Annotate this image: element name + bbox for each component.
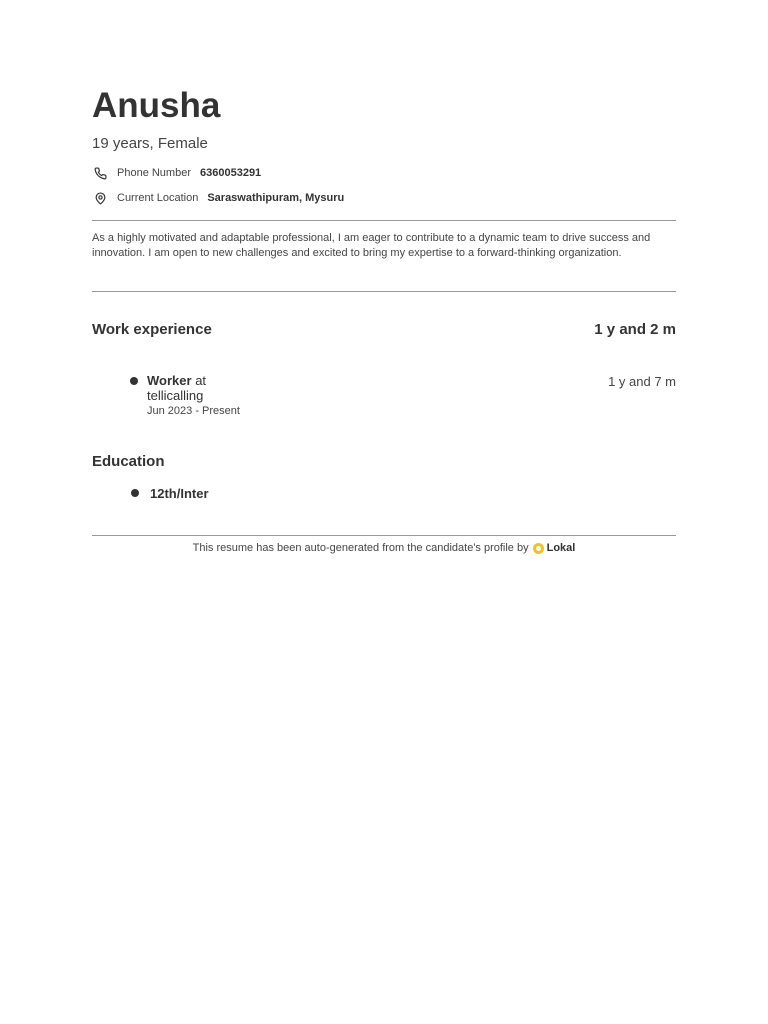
job-at: at bbox=[195, 373, 207, 388]
location-row bbox=[92, 190, 344, 206]
education-bullet bbox=[131, 489, 139, 497]
phone-icon bbox=[92, 165, 108, 181]
job-duration: 1 y and 7 m bbox=[608, 374, 676, 389]
location-label: Current Location bbox=[117, 192, 199, 204]
footer-text: This resume has been auto-generated from the candidate's profile by bbox=[192, 542, 529, 554]
lokal-logo-icon bbox=[533, 543, 544, 554]
candidate-name: Anusha bbox=[92, 86, 221, 125]
divider-footer bbox=[92, 535, 676, 536]
job-company: tellicalling bbox=[147, 388, 204, 403]
footer bbox=[92, 542, 676, 554]
phone-value: 6360053291 bbox=[200, 167, 262, 179]
work-experience-total: 1 y and 2 m bbox=[594, 321, 676, 338]
job-bullet bbox=[130, 377, 138, 385]
job-entry bbox=[147, 373, 277, 403]
divider-top bbox=[92, 220, 676, 221]
job-role: Worker bbox=[147, 373, 192, 388]
location-pin-icon bbox=[92, 190, 108, 206]
candidate-age-gender: 19 years, Female bbox=[92, 135, 208, 152]
location-value: Saraswathipuram, Mysuru bbox=[207, 192, 345, 204]
education-degree: 12th/Inter bbox=[150, 486, 209, 501]
job-dates: Jun 2023 - Present bbox=[147, 405, 240, 417]
education-title: Education bbox=[92, 453, 165, 470]
work-experience-title: Work experience bbox=[92, 321, 212, 338]
lokal-brand-name: Lokal bbox=[546, 542, 576, 554]
candidate-summary: As a highly motivated and adaptable professional, I am eager to contribute to a dynamic team to drive success and innovation. I am open to new challenges and excited to bring my expertise to a forward-thinking organization. bbox=[92, 232, 651, 259]
phone-label: Phone Number bbox=[117, 167, 191, 179]
divider-summary bbox=[92, 291, 676, 292]
lokal-brand bbox=[533, 542, 576, 554]
phone-row bbox=[92, 165, 261, 181]
